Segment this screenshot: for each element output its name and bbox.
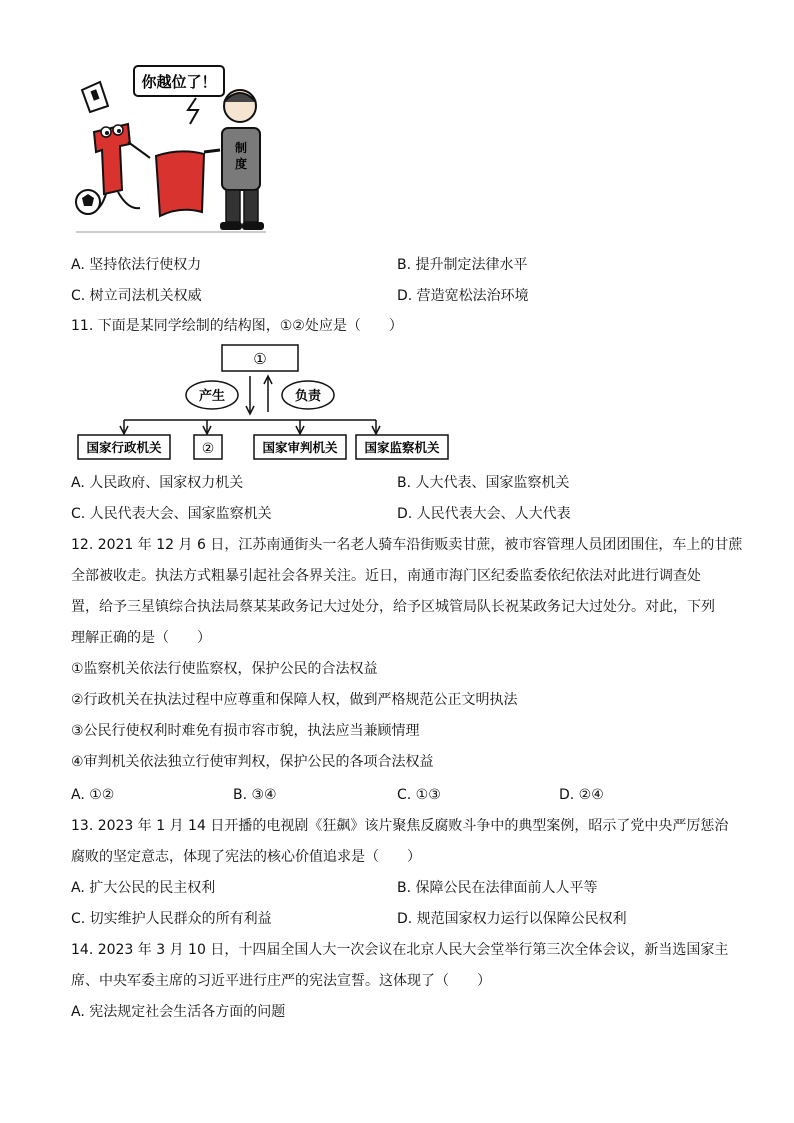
q10-option-b: B. 提升制定法律水平 <box>397 257 528 273</box>
q12-stem-line-4: 理解正确的是（ ） <box>71 630 211 646</box>
cartoon-illustration <box>70 62 270 240</box>
oval-left-label: 产生 <box>198 389 226 404</box>
oval-right-label: 负责 <box>294 389 322 404</box>
q12-option-b: B. ③④ <box>233 787 277 803</box>
box-executive-label: 国家行政机关 <box>86 440 162 455</box>
box-judicial-label: 国家审判机关 <box>262 440 338 455</box>
q13-option-c: C. 切实维护人民群众的所有利益 <box>71 911 272 927</box>
q12-option-a: A. ①② <box>71 787 115 803</box>
q11-stem: 11. 下面是某同学绘制的结构图，①②处应是（ ） <box>71 318 403 334</box>
q13-stem-line-2: 腐败的坚定意志，体现了宪法的核心价值追求是（ ） <box>71 849 421 865</box>
q14-stem-line-1: 14. 2023 年 3 月 10 日，十四届全国人大一次会议在北京人民大会堂举行第三次全体会议，新当选国家主 <box>71 942 729 958</box>
q10-option-d: D. 营造宽松法治环境 <box>397 288 529 304</box>
badge-char-2: 度 <box>234 157 248 171</box>
q13-option-a: A. 扩大公民的民主权利 <box>71 880 216 896</box>
q12-stem-line-1: 12. 2021 年 12 月 6 日，江苏南通街头一名老人骑车沿街贩卖甘蔗，被市容管理人员团团围住，车上的甘蔗 <box>71 537 743 553</box>
q12-stem-line-2: 全部被收走。执法方式粗暴引起社会各界关注。近日，南通市海门区纪委监委依纪依法对此进行调查处 <box>71 568 701 584</box>
top-box-label: ① <box>253 350 267 368</box>
structure-diagram <box>76 340 456 462</box>
q13-option-d: D. 规范国家权力运行以保障公民权利 <box>397 911 627 927</box>
q12-stem-line-3: 置，给予三星镇综合执法局蔡某某政务记大过处分，给予区城管局队长祝某政务记大过处分。对此，下列 <box>71 599 715 615</box>
q10-option-a: A. 坚持依法行使权力 <box>71 257 202 273</box>
q12-option-c: C. ①③ <box>397 787 441 803</box>
red-flag <box>156 151 204 216</box>
q11-option-a: A. 人民政府、国家权力机关 <box>71 475 244 491</box>
q13-option-b: B. 保障公民在法律面前人人平等 <box>397 880 598 896</box>
q14-option-a: A. 宪法规定社会生活各方面的问题 <box>71 1004 286 1020</box>
q12-statement-2: ②行政机关在执法过程中应尊重和保障人权，做到严格规范公正文明执法 <box>71 692 518 708</box>
q11-option-d: D. 人民代表大会、人大代表 <box>397 506 571 522</box>
box-supervisory-label: 国家监察机关 <box>364 440 440 455</box>
q12-statement-3: ③公民行使权利时难免有损市容市貌，执法应当兼顾情理 <box>71 723 420 739</box>
q13-stem-line-1: 13. 2023 年 1 月 14 日开播的电视剧《狂飙》该片聚焦反腐败斗争中的典型案例，昭示了党中央严厉惩治 <box>71 818 729 834</box>
q14-stem-line-2: 席、中央军委主席的习近平进行庄严的宪法宣誓。这体现了（ ） <box>71 973 491 989</box>
q12-option-d: D. ②④ <box>559 787 604 803</box>
badge-char-1: 制 <box>234 141 248 155</box>
q12-statement-1: ①监察机关依法行使监察权，保护公民的合法权益 <box>71 661 378 677</box>
speech-text: 你越位了！ <box>141 73 217 91</box>
red-character <box>94 124 130 194</box>
lightning-icon <box>188 98 198 124</box>
q10-option-c: C. 树立司法机关权威 <box>71 288 202 304</box>
q12-statement-4: ④审判机关依法独立行使审判权，保护公民的各项合法权益 <box>71 754 434 770</box>
q11-option-b: B. 人大代表、国家监察机关 <box>397 475 570 491</box>
q11-option-c: C. 人民代表大会、国家监察机关 <box>71 506 272 522</box>
box-blank-2-label: ② <box>201 441 215 457</box>
